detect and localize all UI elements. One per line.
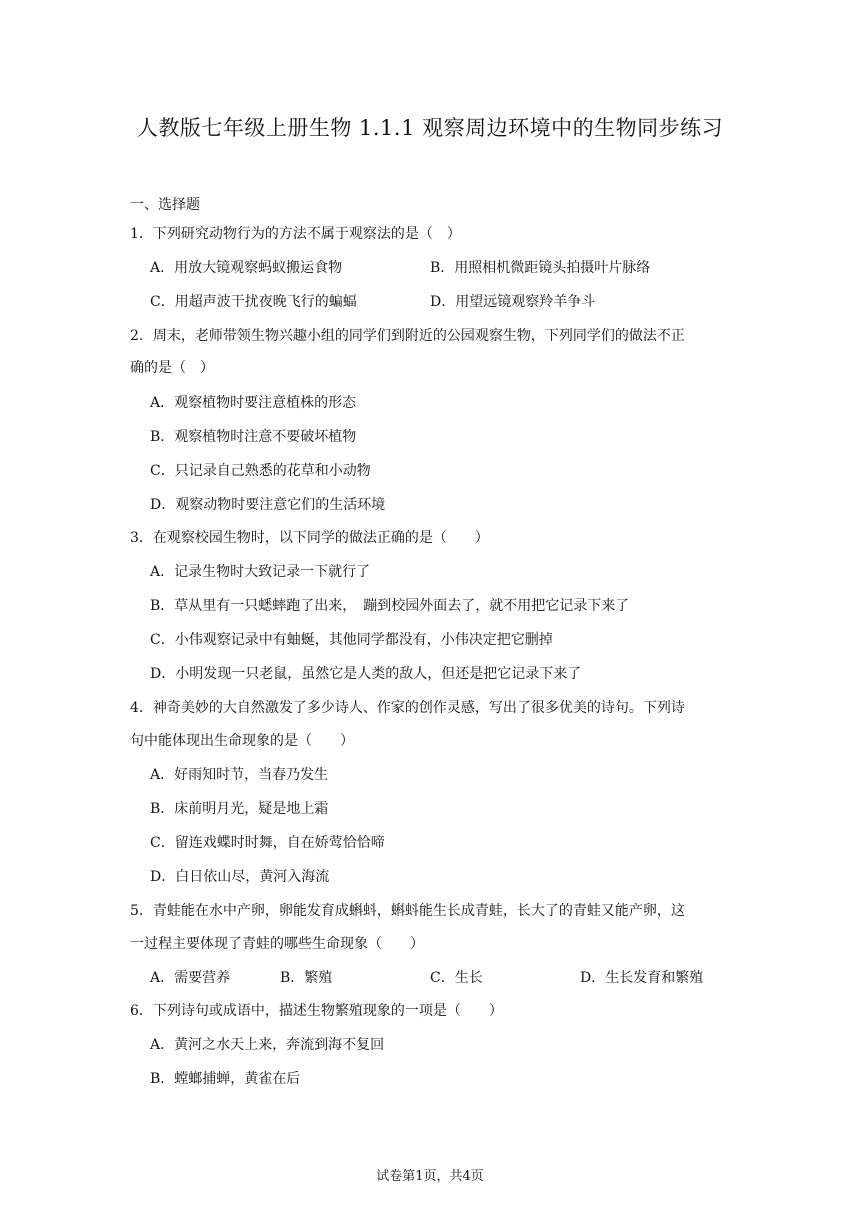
option-3c: C．小伟观察记录中有蚰蜒，其他同学都没有，小伟决定把它删掉: [150, 632, 553, 648]
option-5a: A．需要营养: [150, 970, 231, 986]
question-4-line-1: 4．神奇美妙的大自然激发了多少诗人、作家的创作灵感，写出了很多优美的诗句。下列诗: [130, 700, 685, 716]
option-3b: B．草从里有一只蟋蟀跑了出来， 蹦到校园外面去了，就不用把它记录下来了: [150, 598, 630, 614]
option-1c: C．用超声波干扰夜晚飞行的蝙蝠: [150, 294, 357, 310]
option-5c: C．生长: [430, 970, 483, 986]
option-6b: B．螳螂捕蝉，黄雀在后: [150, 1071, 301, 1087]
option-4c: C．留连戏蝶时时舞，自在娇莺恰恰啼: [150, 835, 385, 851]
option-4d: D．白日依山尽，黄河入海流: [150, 869, 330, 885]
page-title: 人教版七年级上册生物 1.1.1 观察周边环境中的生物同步练习: [136, 116, 724, 140]
option-3a: A．记录生物时大致记录一下就行了: [150, 564, 371, 580]
option-1b: B．用照相机微距镜头拍摄叶片脉络: [430, 260, 651, 276]
option-2d: D．观察动物时要注意它们的生活环境: [150, 497, 386, 513]
section-heading: 一、选择题: [130, 197, 200, 213]
option-2a: A．观察植物时要注意植株的形态: [150, 395, 357, 411]
question-3: 3．在观察校园生物时，以下同学的做法正确的是（ ）: [130, 530, 489, 546]
option-5d: D．生长发育和繁殖: [580, 970, 704, 986]
option-3d: D．小明发现一只老鼠，虽然它是人类的敌人，但还是把它记录下来了: [150, 666, 582, 682]
option-4a: A．好雨知时节，当春乃发生: [150, 767, 329, 783]
option-5b: B．繁殖: [280, 970, 333, 986]
option-6a: A．黄河之水天上来，奔流到海不复回: [150, 1037, 385, 1053]
option-4b: B．床前明月光，疑是地上霜: [150, 801, 329, 817]
question-2-line-2: 确的是（ ）: [130, 360, 214, 376]
page-footer: 试卷第1页，共4页: [376, 1169, 484, 1184]
question-1: 1．下列研究动物行为的方法不属于观察法的是（ ）: [130, 226, 461, 242]
option-1a: A．用放大镜观察蚂蚁搬运食物: [150, 260, 343, 276]
option-1d: D．用望远镜观察羚羊争斗: [430, 294, 596, 310]
option-2c: C．只记录自己熟悉的花草和小动物: [150, 463, 371, 479]
question-6: 6．下列诗句或成语中，描述生物繁殖现象的一项是（ ）: [130, 1003, 503, 1019]
question-4-line-2: 句中能体现出生命现象的是（ ）: [130, 733, 354, 749]
question-5-line-2: 一过程主要体现了青蛙的哪些生命现象（ ）: [130, 936, 424, 952]
option-2b: B．观察植物时注意不要破坏植物: [150, 429, 357, 445]
question-5-line-1: 5．青蛙能在水中产卵，卵能发育成蝌蚪，蝌蚪能生长成青蛙，长大了的青蛙又能产卵，这: [130, 903, 685, 919]
question-2-line-1: 2．周末，老师带领生物兴趣小组的同学们到附近的公园观察生物，下列同学们的做法不正: [130, 328, 685, 344]
